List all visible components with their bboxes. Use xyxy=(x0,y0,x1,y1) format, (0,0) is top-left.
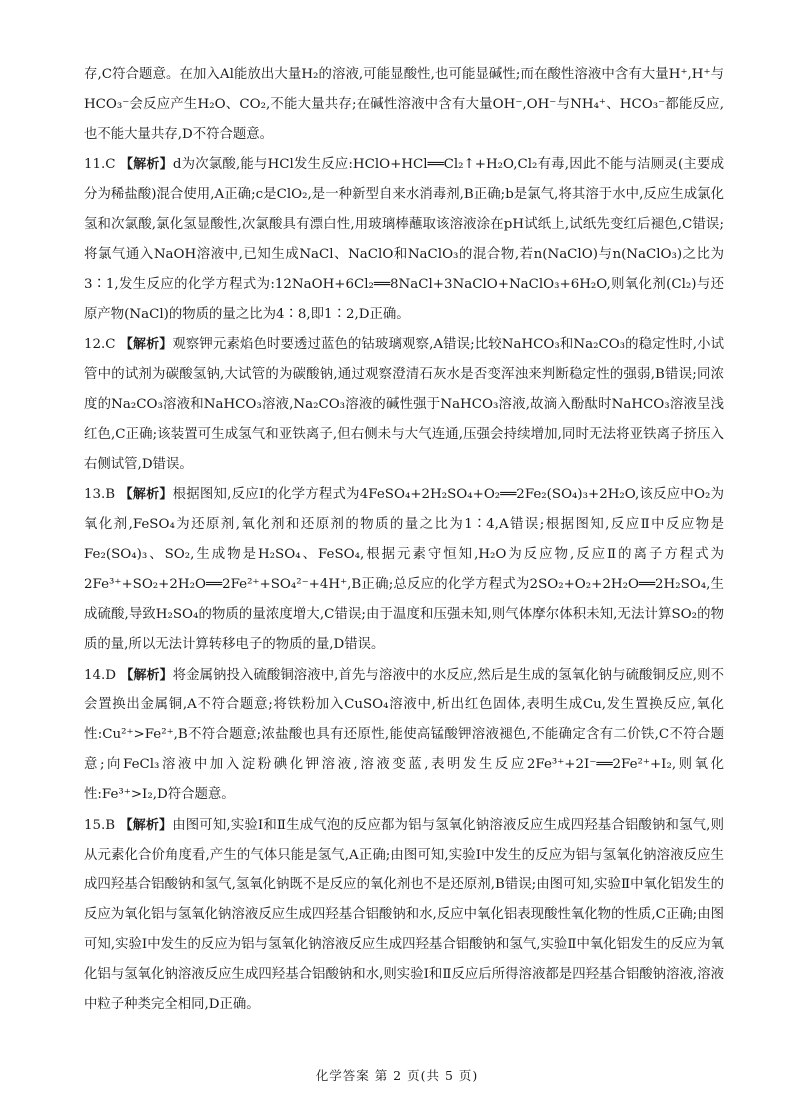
analysis-tag: 【解析】 xyxy=(119,337,173,353)
answer-text: d为次氯酸,能与HCl发生反应:HClO+HCl══Cl₂↑+H₂O,Cl₂有毒,因此不能与洁厕灵(主要成分为稀盐酸)混合使用,A正确;c是ClO₂,是一种新型自来水消毒剂,B正确;b是氯气,将其溶于水中,反应生成氯化氢和次氯酸,氯化氢显酸性,次氯酸具有漂白性,用玻璃棒蘸取该溶液涂在pH试纸上,试纸先变红后褪色,C错误;将氯气通入NaOH溶液中,已知生成NaCl、NaClO和NaClO₃的混合物,若n(NaClO)与n(NaClO₃)之比为3∶1,发生反应的化学方程式为:12NaOH+6Cl₂══8NaCl+3NaClO+NaClO₃+6H₂O,则氧化剂(Cl₂)与还原产物(NaCl)的物质的量之比为4∶8,即1∶2,D正确。 xyxy=(84,157,724,322)
previous-answer-continuation: 存,C符合题意。在加入Al能放出大量H₂的溶液,可能显酸性,也可能显碱性;而在酸性溶液中含有大量H⁺,H⁺与HCO₃⁻会反应产生H₂O、CO₂,不能大量共存;在碱性溶液中含有大量OH⁻,OH⁻与NH₄⁺、HCO₃⁻都能反应,也不能大量共存,D不符合题意。 xyxy=(84,67,724,142)
answer-13 xyxy=(84,480,724,659)
answer-14 xyxy=(84,661,724,811)
analysis-tag: 【解析】 xyxy=(120,157,173,173)
answer-number: 12.C xyxy=(84,337,116,353)
analysis-tag: 【解析】 xyxy=(119,487,173,503)
analysis-tag: 【解析】 xyxy=(120,667,173,683)
answer-11 xyxy=(84,150,724,329)
analysis-tag: 【解析】 xyxy=(119,817,173,833)
answer-text: 观察钾元素焰色时要透过蓝色的钴玻璃观察,A错误;比较NaHCO₃和Na₂CO₃的稳定性时,小试管中的试剂为碳酸氢钠,大试管的为碳酸钠,通过观察澄清石灰水是否变浑浊来判断稳定性的强弱,B错误;同浓度的Na₂CO₃溶液和NaHCO₃溶液,Na₂CO₃溶液的碱性强于NaHCO₃溶液,故滴入酚酞时NaHCO₃溶液呈浅红色,C正确;该装置可生成氢气和亚铁离子,但右侧未与大气连通,压强会持续增加,同时无法将亚铁离子挤压入右侧试管,D错误。 xyxy=(84,337,724,472)
answer-text: 根据图知,反应Ⅰ的化学方程式为4FeSO₄+2H₂SO₄+O₂══2Fe₂(SO₄)₃+2H₂O,该反应中O₂为氧化剂,FeSO₄为还原剂,氧化剂和还原剂的物质的量之比为1∶4,A错误;根据图知,反应Ⅱ中反应物是Fe₂(SO₄)₃、SO₂,生成物是H₂SO₄、FeSO₄,根据元素守恒知,H₂O为反应物,反应Ⅱ的离子方程式为2Fe³⁺+SO₂+2H₂O══2Fe²⁺+SO₄²⁻+4H⁺,B正确;总反应的化学方程式为2SO₂+O₂+2H₂O══2H₂SO₄,生成硫酸,导致H₂SO₄的物质的量浓度增大,C错误;由于温度和压强未知,则气体摩尔体积未知,无法计算SO₂的物质的量,所以无法计算转移电子的物质的量,D错误。 xyxy=(84,487,724,652)
answer-content xyxy=(84,60,724,1021)
answer-number: 14.D xyxy=(84,667,117,683)
answer-12 xyxy=(84,330,724,480)
page-footer: 化学答案 第 2 页(共 5 页) xyxy=(315,1068,479,1083)
answer-number: 15.B xyxy=(84,817,116,833)
answer-text: 将金属钠投入硫酸铜溶液中,首先与溶液中的水反应,然后是生成的氢氧化钠与硫酸铜反应,则不会置换出金属铜,A不符合题意;将铁粉加入CuSO₄溶液中,析出红色固体,表明生成Cu,发生置换反应,氧化性:Cu²⁺>Fe²⁺,B不符合题意;浓盐酸也具有还原性,能使高锰酸钾溶液褪色,不能确定含有二价铁,C不符合题意;向FeCl₃溶液中加入淀粉碘化钾溶液,溶液变蓝,表明发生反应2Fe³⁺+2I⁻══2Fe²⁺+I₂,则氧化性:Fe³⁺>I₂,D符合题意。 xyxy=(84,667,724,803)
answer-text: 由图可知,实验Ⅰ和Ⅱ生成气泡的反应都为铝与氢氧化钠溶液反应生成四羟基合铝酸钠和氢气,则从元素化合价角度看,产生的气体只能是氢气,A正确;由图可知,实验Ⅰ中发生的反应为铝与氢氧化钠溶液反应生成四羟基合铝酸钠和氢气,氢氧化钠既不是反应的氧化剂也不是还原剂,B错误;由图可知,实验Ⅱ中氧化铝发生的反应为氧化铝与氢氧化钠溶液反应生成四羟基合铝酸钠和水,反应中氧化铝表现酸性氧化物的性质,C正确;由图可知,实验Ⅰ中发生的反应为铝与氢氧化钠溶液反应生成四羟基合铝酸钠和氢气,实验Ⅱ中氧化铝发生的反应为氧化铝与氢氧化钠溶液反应生成四羟基合铝酸钠和水,则实验Ⅰ和Ⅱ反应后所得溶液都是四羟基合铝酸钠溶液,溶液中粒子种类完全相同,D正确。 xyxy=(84,817,724,1013)
answer-15 xyxy=(84,811,724,1020)
answer-number: 13.B xyxy=(84,487,116,503)
answer-number: 11.C xyxy=(84,157,116,173)
